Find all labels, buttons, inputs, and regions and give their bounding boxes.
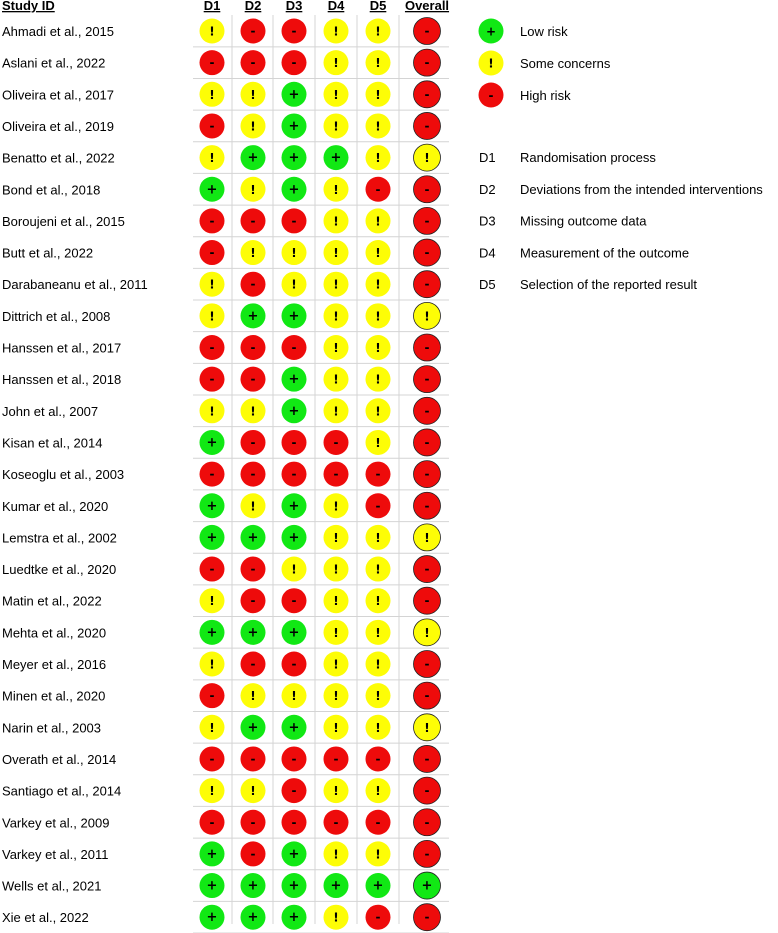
rating-symbol: - — [250, 467, 256, 482]
rating-symbol: - — [424, 245, 430, 260]
rating-symbol: - — [291, 435, 297, 450]
rating-symbol: - — [250, 657, 256, 671]
study-row — [2, 524, 441, 551]
rating-symbol: ! — [333, 404, 339, 419]
rating-symbol: - — [250, 24, 256, 38]
study-label: Dittrich et al., 2008 — [2, 308, 111, 324]
study-row — [2, 587, 441, 614]
rating-symbol: - — [209, 55, 215, 70]
rating-symbol: - — [209, 213, 215, 228]
rating-symbol: - — [424, 783, 430, 798]
rating-symbol: - — [209, 751, 215, 766]
rating-symbol: - — [424, 277, 430, 292]
column-headers — [2, 0, 449, 13]
rating-symbol: ! — [375, 562, 381, 577]
rating-symbol: ! — [291, 246, 297, 261]
study-row — [2, 334, 441, 361]
rating-symbol: - — [209, 372, 215, 387]
rating-symbol: - — [250, 340, 256, 355]
study-label: Oliveira et al., 2017 — [2, 87, 115, 103]
rating-symbol: - — [424, 403, 430, 418]
rating-symbol: ! — [250, 499, 256, 514]
rating-symbol: - — [250, 277, 256, 292]
rating-symbol: + — [247, 530, 259, 546]
domain-code: D2 — [479, 181, 496, 197]
legend-symbol: + — [485, 24, 497, 39]
rating-symbol: - — [333, 751, 339, 766]
rating-symbol: ! — [333, 499, 339, 514]
rating-symbol: + — [247, 910, 259, 926]
rating-symbol: ! — [250, 119, 256, 134]
header-overall: Overall — [404, 0, 450, 13]
study-label: Bond et al., 2018 — [2, 182, 101, 198]
domain-code: D4 — [479, 245, 496, 261]
header-study-id: Study ID — [2, 0, 55, 13]
rating-symbol: ! — [209, 720, 215, 735]
study-row — [2, 397, 441, 424]
rating-symbol: ! — [209, 151, 215, 166]
rating-symbol: ! — [375, 435, 381, 450]
rating-symbol: - — [209, 562, 215, 577]
rating-symbol: + — [247, 150, 259, 166]
rating-symbol: ! — [424, 151, 430, 166]
rating-symbol: ! — [375, 689, 381, 704]
rating-symbol: ! — [375, 847, 381, 862]
rating-symbol: - — [291, 467, 297, 482]
rating-symbol: ! — [333, 530, 339, 545]
rating-symbol: - — [424, 593, 430, 608]
study-row — [2, 777, 441, 804]
rating-symbol: ! — [333, 182, 339, 197]
rating-symbol: ! — [375, 119, 381, 134]
study-label: Ahmadi et al., 2015 — [2, 24, 115, 39]
study-label: Wells et al., 2021 — [2, 878, 102, 894]
rating-symbol: + — [206, 878, 218, 894]
domain-code: D5 — [479, 277, 496, 293]
study-label: Benatto et al., 2022 — [2, 150, 115, 166]
rating-symbol: - — [333, 467, 339, 482]
rating-symbol: ! — [375, 372, 381, 387]
study-label: John et al., 2007 — [2, 403, 99, 419]
domain-label: Deviations from the intended interventions — [520, 181, 763, 197]
rating-symbol: ! — [375, 341, 381, 355]
study-label: Darabaneanu et al., 2011 — [2, 277, 148, 293]
rating-symbol: ! — [375, 151, 381, 166]
rating-symbol: - — [291, 24, 297, 38]
rating-symbol: ! — [250, 182, 256, 197]
rating-symbol: + — [206, 530, 218, 546]
domain-code: D1 — [479, 150, 496, 165]
rating-symbol: + — [247, 878, 259, 894]
rating-symbol: ! — [333, 910, 339, 925]
header-d4: D4 — [327, 0, 345, 13]
rating-symbol: ! — [375, 404, 381, 419]
rating-symbol: + — [330, 150, 342, 166]
rating-symbol: + — [288, 720, 300, 736]
rating-symbol: + — [288, 530, 300, 546]
legend-symbol: - — [488, 88, 494, 103]
rating-symbol: ! — [333, 309, 339, 324]
rating-symbol: + — [288, 87, 300, 103]
rating-symbol: ! — [209, 404, 215, 419]
rating-symbol: ! — [291, 689, 297, 704]
rating-symbol: + — [288, 308, 300, 324]
study-label: Santiago et al., 2014 — [2, 783, 122, 799]
rating-symbol: ! — [375, 594, 381, 609]
rating-symbol: - — [291, 751, 297, 766]
rating-symbol: - — [424, 910, 430, 925]
rating-symbol: - — [424, 24, 430, 38]
study-label: Varkey et al., 2011 — [2, 846, 109, 862]
rating-symbol: - — [209, 815, 215, 830]
rating-symbol: - — [209, 688, 215, 703]
rating-symbol: - — [375, 815, 381, 830]
rating-symbol: - — [424, 87, 430, 102]
rating-symbol: - — [250, 846, 256, 861]
rating-symbol: ! — [375, 657, 381, 672]
rating-symbol: ! — [250, 246, 256, 261]
rating-symbol: ! — [333, 689, 339, 704]
rating-symbol: ! — [333, 214, 339, 229]
study-row — [2, 207, 441, 234]
rating-symbol: ! — [333, 657, 339, 672]
study-row — [2, 809, 441, 836]
rating-symbol: ! — [333, 56, 339, 71]
rating-symbol: ! — [424, 530, 430, 545]
legend-item-high — [479, 83, 572, 108]
legend-label: Some concerns — [520, 56, 611, 71]
rating-symbol: ! — [424, 720, 430, 735]
study-label: Matin et al., 2022 — [2, 593, 102, 609]
grid-lines — [193, 15, 449, 933]
study-row — [2, 81, 441, 108]
rating-symbol: ! — [209, 657, 215, 672]
study-label: Lemstra et al., 2002 — [2, 530, 117, 546]
study-label: Boroujeni et al., 2015 — [2, 213, 125, 229]
header-d1: D1 — [203, 0, 221, 13]
rating-symbol: + — [288, 910, 300, 926]
rating-symbol: - — [424, 55, 430, 70]
rating-symbol: ! — [333, 119, 339, 134]
rating-symbol: + — [288, 846, 300, 862]
study-row — [2, 461, 441, 488]
rating-symbol: ! — [209, 24, 215, 39]
rating-symbol: - — [424, 213, 430, 228]
rating-symbol: - — [424, 846, 430, 861]
study-label: Koseoglu et al., 2003 — [2, 467, 125, 483]
domain-label: Missing outcome data — [520, 213, 647, 229]
rating-symbol: + — [206, 910, 218, 926]
rating-symbol: - — [291, 593, 297, 608]
rating-symbol: - — [333, 815, 339, 830]
rating-symbol: - — [424, 498, 430, 513]
rating-symbol: + — [288, 403, 300, 419]
rating-symbol: - — [424, 657, 430, 671]
rating-symbol: - — [250, 213, 256, 228]
rating-symbol: ! — [375, 214, 381, 229]
rating-symbol: - — [209, 118, 215, 133]
rating-symbol: + — [247, 308, 259, 324]
rating-symbol: + — [247, 625, 259, 641]
rating-symbol: - — [291, 783, 297, 798]
legend-label: Low risk — [520, 24, 568, 39]
study-label: Aslani et al., 2022 — [2, 55, 106, 71]
rating-symbol: ! — [333, 277, 339, 292]
rating-symbol: ! — [333, 341, 339, 355]
rating-symbol: + — [372, 878, 384, 894]
domain-definition — [479, 182, 763, 197]
rating-symbol: ! — [333, 87, 339, 102]
rating-symbol: ! — [333, 562, 339, 577]
study-label: Narin et al., 2003 — [2, 720, 102, 736]
rating-symbol: - — [375, 910, 381, 925]
rating-symbol: ! — [209, 784, 215, 799]
rating-symbol: ! — [291, 277, 297, 292]
rating-symbol: ! — [333, 720, 339, 735]
study-row — [2, 745, 441, 772]
rating-symbol: ! — [333, 372, 339, 387]
domain-definition — [479, 245, 689, 260]
study-row — [2, 904, 441, 931]
rating-symbol: - — [209, 245, 215, 260]
rating-symbol: - — [291, 213, 297, 228]
rating-symbol: - — [375, 498, 381, 513]
rating-symbol: - — [424, 182, 430, 197]
rating-symbol: - — [424, 372, 430, 387]
rating-symbol: ! — [375, 720, 381, 735]
rating-symbol: ! — [250, 87, 256, 102]
header-d3: D3 — [285, 0, 303, 13]
study-row — [2, 18, 441, 45]
domain-definition — [479, 277, 697, 292]
rating-symbol: + — [206, 846, 218, 862]
rating-symbol: - — [375, 182, 381, 197]
rating-symbol: + — [288, 498, 300, 514]
rating-symbol: - — [424, 340, 430, 355]
rating-symbol: ! — [375, 625, 381, 640]
domain-definition — [479, 150, 656, 165]
rating-symbol: + — [288, 150, 300, 166]
rating-symbol: - — [333, 435, 339, 450]
rating-symbol: ! — [209, 309, 215, 324]
domain-definition — [479, 214, 647, 229]
rating-symbol: + — [288, 182, 300, 198]
study-label: Overath et al., 2014 — [2, 751, 117, 767]
rating-symbol: ! — [333, 246, 339, 261]
domain-code: D3 — [479, 213, 496, 229]
study-row — [2, 112, 441, 139]
rating-symbol: ! — [375, 87, 381, 102]
rating-symbol: ! — [424, 625, 430, 640]
rating-symbol: ! — [333, 625, 339, 640]
rating-symbol: - — [291, 55, 297, 70]
rating-symbol: ! — [375, 56, 381, 71]
study-row — [2, 302, 441, 329]
study-row — [2, 682, 441, 709]
rating-symbol: - — [424, 435, 430, 450]
rating-symbol: - — [291, 340, 297, 355]
rating-symbol: + — [330, 878, 342, 894]
study-row — [2, 619, 441, 646]
rating-symbol: ! — [424, 309, 430, 324]
study-label: Hanssen et al., 2018 — [2, 372, 122, 388]
study-row — [2, 176, 441, 203]
study-row — [2, 429, 441, 456]
rating-symbol: + — [206, 498, 218, 514]
legend — [479, 19, 764, 293]
rating-symbol: ! — [291, 562, 297, 577]
domain-label: Randomisation process — [520, 150, 656, 165]
rating-symbol: + — [288, 625, 300, 641]
rating-symbol: + — [247, 720, 259, 736]
rating-symbol: + — [421, 878, 433, 894]
study-row — [2, 271, 441, 298]
rating-symbol: - — [209, 340, 215, 355]
study-row — [2, 366, 441, 393]
rating-symbol: - — [424, 751, 430, 766]
rating-symbol: - — [424, 815, 430, 830]
rating-symbol: ! — [333, 24, 339, 39]
rating-symbol: - — [375, 751, 381, 766]
rating-symbol: ! — [209, 87, 215, 102]
rating-symbol: ! — [375, 309, 381, 324]
study-row — [2, 651, 441, 678]
rating-symbol: - — [291, 657, 297, 671]
study-rows — [2, 18, 441, 931]
rating-symbol: - — [250, 815, 256, 830]
rating-symbol: - — [424, 118, 430, 133]
rating-symbol: - — [250, 55, 256, 70]
rating-symbol: ! — [250, 784, 256, 799]
legend-item-some — [479, 51, 611, 76]
rating-symbol: - — [209, 467, 215, 482]
rating-symbol: - — [250, 593, 256, 608]
rating-symbol: ! — [209, 277, 215, 292]
legend-item-low — [479, 19, 569, 44]
study-label: Minen et al., 2020 — [2, 688, 106, 704]
study-row — [2, 840, 441, 867]
study-label: Kumar et al., 2020 — [2, 498, 109, 514]
rating-symbol: ! — [333, 784, 339, 799]
study-row — [2, 872, 441, 899]
study-label: Mehta et al., 2020 — [2, 625, 107, 641]
study-label: Oliveira et al., 2019 — [2, 118, 115, 134]
study-row — [2, 144, 441, 171]
study-label: Kisan et al., 2014 — [2, 435, 103, 451]
legend-symbol: ! — [488, 56, 494, 71]
rating-symbol: ! — [333, 847, 339, 862]
rating-symbol: ! — [333, 594, 339, 609]
rating-symbol: ! — [375, 277, 381, 292]
rating-symbol: ! — [250, 404, 256, 419]
header-d2: D2 — [244, 0, 262, 13]
rating-symbol: + — [206, 435, 218, 451]
study-label: Meyer et al., 2016 — [2, 657, 107, 672]
domain-label: Selection of the reported result — [520, 277, 698, 293]
rating-symbol: - — [250, 372, 256, 387]
study-row — [2, 556, 441, 583]
rating-symbol: - — [291, 815, 297, 830]
rating-symbol: - — [250, 435, 256, 450]
study-label: Hanssen et al., 2017 — [2, 340, 122, 356]
rating-symbol: - — [250, 562, 256, 577]
rating-symbol: + — [206, 182, 218, 198]
rating-symbol: ! — [375, 530, 381, 545]
rating-symbol: + — [288, 878, 300, 894]
rating-symbol: - — [375, 467, 381, 482]
study-row — [2, 239, 441, 266]
rating-symbol: - — [424, 562, 430, 577]
rating-symbol: - — [424, 688, 430, 703]
header-d5: D5 — [369, 0, 387, 13]
domain-label: Measurement of the outcome — [520, 245, 690, 261]
study-label: Xie et al., 2022 — [2, 910, 89, 926]
study-row — [2, 49, 441, 76]
study-label: Varkey et al., 2009 — [2, 815, 110, 831]
study-label: Luedtke et al., 2020 — [2, 562, 117, 578]
rating-symbol: ! — [375, 784, 381, 799]
rating-symbol: + — [288, 118, 300, 134]
rating-symbol: ! — [375, 246, 381, 261]
study-row — [2, 492, 441, 519]
rating-symbol: + — [288, 372, 300, 388]
study-label: Butt et al., 2022 — [2, 245, 94, 261]
rating-symbol: - — [250, 751, 256, 766]
rating-symbol: ! — [250, 689, 256, 704]
rating-symbol: ! — [375, 24, 381, 39]
study-row — [2, 714, 441, 741]
rating-symbol: ! — [209, 594, 215, 609]
rating-symbol: - — [424, 467, 430, 482]
legend-label: High risk — [520, 88, 571, 103]
rating-symbol: + — [206, 625, 218, 641]
